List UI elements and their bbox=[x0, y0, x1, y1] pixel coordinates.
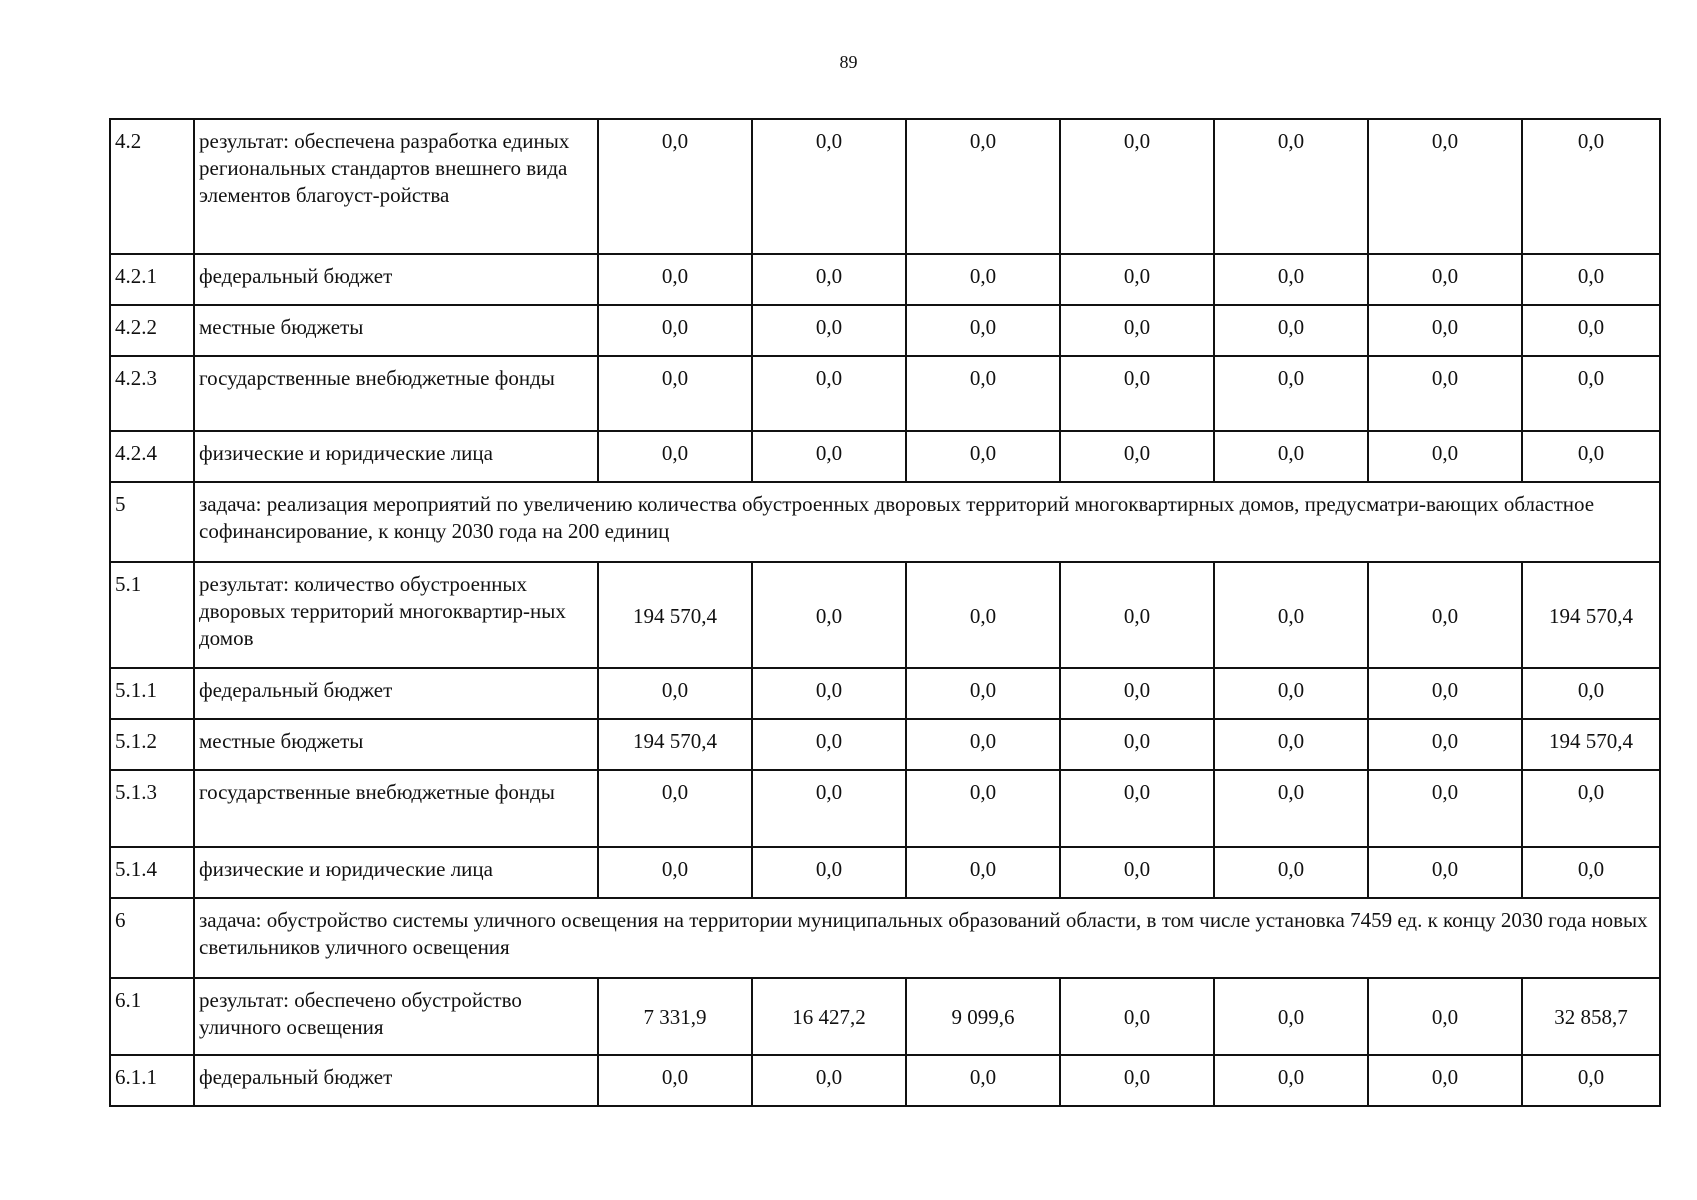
value-cell: 0,0 bbox=[1368, 431, 1522, 482]
row-number-cell: 5 bbox=[110, 482, 194, 562]
value-cell: 7 331,9 bbox=[598, 978, 752, 1055]
value-cell: 0,0 bbox=[1060, 119, 1214, 254]
value-cell: 0,0 bbox=[1214, 668, 1368, 719]
value-cell: 0,0 bbox=[1214, 562, 1368, 668]
table-row bbox=[110, 668, 1660, 719]
value-cell: 0,0 bbox=[598, 305, 752, 356]
row-label-cell: результат: обеспечена разработка единых региональных стандартов внешнего вида элементов благоуст-ройства bbox=[194, 119, 598, 254]
value-cell: 0,0 bbox=[598, 356, 752, 431]
value-cell: 0,0 bbox=[1522, 1055, 1660, 1106]
table-row bbox=[110, 305, 1660, 356]
task-description-cell: задача: реализация мероприятий по увеличению количества обустроенных дворовых территорий многоквартирных домов, предусматри-вающих областное софинансирование, к концу 2030 года на 200 единиц bbox=[194, 482, 1660, 562]
value-cell: 0,0 bbox=[1522, 847, 1660, 898]
row-number-cell: 5.1.4 bbox=[110, 847, 194, 898]
table-row bbox=[110, 1055, 1660, 1106]
row-label-cell: федеральный бюджет bbox=[194, 1055, 598, 1106]
value-cell: 0,0 bbox=[1368, 1055, 1522, 1106]
value-cell: 0,0 bbox=[906, 770, 1060, 847]
task-row bbox=[110, 482, 1660, 562]
value-cell: 0,0 bbox=[752, 562, 906, 668]
value-cell: 0,0 bbox=[1060, 356, 1214, 431]
task-row bbox=[110, 898, 1660, 978]
value-cell: 0,0 bbox=[752, 668, 906, 719]
value-cell: 0,0 bbox=[752, 119, 906, 254]
value-cell: 194 570,4 bbox=[598, 719, 752, 770]
row-number-cell: 4.2.4 bbox=[110, 431, 194, 482]
value-cell: 0,0 bbox=[906, 1055, 1060, 1106]
value-cell: 0,0 bbox=[752, 305, 906, 356]
value-cell: 0,0 bbox=[906, 668, 1060, 719]
value-cell: 0,0 bbox=[906, 305, 1060, 356]
value-cell: 0,0 bbox=[1522, 431, 1660, 482]
value-cell: 0,0 bbox=[1368, 562, 1522, 668]
value-cell: 0,0 bbox=[1522, 305, 1660, 356]
row-label-cell: федеральный бюджет bbox=[194, 668, 598, 719]
value-cell: 0,0 bbox=[752, 1055, 906, 1106]
value-cell: 0,0 bbox=[1214, 1055, 1368, 1106]
value-cell: 0,0 bbox=[1060, 719, 1214, 770]
value-cell: 0,0 bbox=[1060, 305, 1214, 356]
value-cell: 194 570,4 bbox=[1522, 719, 1660, 770]
value-cell: 194 570,4 bbox=[598, 562, 752, 668]
row-label-cell: местные бюджеты bbox=[194, 719, 598, 770]
row-number-cell: 4.2.2 bbox=[110, 305, 194, 356]
value-cell: 0,0 bbox=[1214, 254, 1368, 305]
row-number-cell: 6.1.1 bbox=[110, 1055, 194, 1106]
value-cell: 0,0 bbox=[752, 356, 906, 431]
value-cell: 0,0 bbox=[1060, 562, 1214, 668]
row-label-cell: федеральный бюджет bbox=[194, 254, 598, 305]
value-cell: 0,0 bbox=[752, 847, 906, 898]
value-cell: 0,0 bbox=[1368, 305, 1522, 356]
value-cell: 0,0 bbox=[598, 254, 752, 305]
value-cell: 0,0 bbox=[1522, 356, 1660, 431]
table-row bbox=[110, 119, 1660, 254]
value-cell: 0,0 bbox=[906, 847, 1060, 898]
value-cell: 0,0 bbox=[1214, 770, 1368, 847]
value-cell: 0,0 bbox=[1060, 668, 1214, 719]
value-cell: 0,0 bbox=[906, 562, 1060, 668]
value-cell: 0,0 bbox=[752, 254, 906, 305]
table-row bbox=[110, 770, 1660, 847]
row-label-cell: государственные внебюджетные фонды bbox=[194, 770, 598, 847]
value-cell: 0,0 bbox=[598, 668, 752, 719]
value-cell: 0,0 bbox=[752, 719, 906, 770]
value-cell: 0,0 bbox=[752, 770, 906, 847]
row-number-cell: 5.1.3 bbox=[110, 770, 194, 847]
table-row bbox=[110, 254, 1660, 305]
row-number-cell: 5.1.2 bbox=[110, 719, 194, 770]
row-number-cell: 5.1.1 bbox=[110, 668, 194, 719]
row-number-cell: 6 bbox=[110, 898, 194, 978]
value-cell: 0,0 bbox=[906, 719, 1060, 770]
value-cell: 0,0 bbox=[1214, 847, 1368, 898]
value-cell: 0,0 bbox=[1368, 978, 1522, 1055]
value-cell: 0,0 bbox=[598, 119, 752, 254]
value-cell: 16 427,2 bbox=[752, 978, 906, 1055]
row-label-cell: результат: обеспечено обустройство уличного освещения bbox=[194, 978, 598, 1055]
value-cell: 0,0 bbox=[598, 1055, 752, 1106]
row-number-cell: 6.1 bbox=[110, 978, 194, 1055]
value-cell: 0,0 bbox=[1368, 668, 1522, 719]
row-number-cell: 4.2.1 bbox=[110, 254, 194, 305]
table-body bbox=[110, 119, 1660, 1106]
value-cell: 0,0 bbox=[1060, 254, 1214, 305]
value-cell: 0,0 bbox=[906, 431, 1060, 482]
value-cell: 0,0 bbox=[906, 254, 1060, 305]
value-cell: 0,0 bbox=[906, 356, 1060, 431]
value-cell: 0,0 bbox=[1214, 305, 1368, 356]
row-label-cell: местные бюджеты bbox=[194, 305, 598, 356]
budget-table bbox=[109, 118, 1661, 1107]
value-cell: 0,0 bbox=[1214, 119, 1368, 254]
value-cell: 0,0 bbox=[1368, 770, 1522, 847]
value-cell: 0,0 bbox=[1368, 356, 1522, 431]
row-label-cell: государственные внебюджетные фонды bbox=[194, 356, 598, 431]
value-cell: 0,0 bbox=[1522, 770, 1660, 847]
row-number-cell: 4.2.3 bbox=[110, 356, 194, 431]
value-cell: 0,0 bbox=[1522, 119, 1660, 254]
value-cell: 0,0 bbox=[1060, 431, 1214, 482]
table-row bbox=[110, 356, 1660, 431]
value-cell: 0,0 bbox=[906, 119, 1060, 254]
value-cell: 0,0 bbox=[1522, 668, 1660, 719]
row-label-cell: физические и юридические лица bbox=[194, 847, 598, 898]
table-row bbox=[110, 719, 1660, 770]
value-cell: 32 858,7 bbox=[1522, 978, 1660, 1055]
row-number-cell: 4.2 bbox=[110, 119, 194, 254]
value-cell: 0,0 bbox=[1368, 119, 1522, 254]
value-cell: 0,0 bbox=[1368, 254, 1522, 305]
table-row bbox=[110, 978, 1660, 1055]
value-cell: 0,0 bbox=[1214, 719, 1368, 770]
value-cell: 0,0 bbox=[1214, 431, 1368, 482]
value-cell: 0,0 bbox=[1214, 356, 1368, 431]
row-number-cell: 5.1 bbox=[110, 562, 194, 668]
task-description-cell: задача: обустройство системы уличного освещения на территории муниципальных образований области, в том числе установка 7459 ед. к концу 2030 года новых светильников уличного освещения bbox=[194, 898, 1660, 978]
row-label-cell: физические и юридические лица bbox=[194, 431, 598, 482]
value-cell: 0,0 bbox=[1060, 847, 1214, 898]
value-cell: 0,0 bbox=[1214, 978, 1368, 1055]
value-cell: 0,0 bbox=[1522, 254, 1660, 305]
value-cell: 0,0 bbox=[1060, 1055, 1214, 1106]
table-row bbox=[110, 847, 1660, 898]
value-cell: 9 099,6 bbox=[906, 978, 1060, 1055]
value-cell: 0,0 bbox=[598, 847, 752, 898]
value-cell: 0,0 bbox=[598, 431, 752, 482]
page-number: 89 bbox=[839, 52, 858, 72]
value-cell: 0,0 bbox=[1060, 978, 1214, 1055]
table-row bbox=[110, 431, 1660, 482]
value-cell: 194 570,4 bbox=[1522, 562, 1660, 668]
row-label-cell: результат: количество обустроенных дворовых территорий многоквартир-ных домов bbox=[194, 562, 598, 668]
value-cell: 0,0 bbox=[1060, 770, 1214, 847]
value-cell: 0,0 bbox=[752, 431, 906, 482]
value-cell: 0,0 bbox=[598, 770, 752, 847]
value-cell: 0,0 bbox=[1368, 847, 1522, 898]
table-row bbox=[110, 562, 1660, 668]
value-cell: 0,0 bbox=[1368, 719, 1522, 770]
